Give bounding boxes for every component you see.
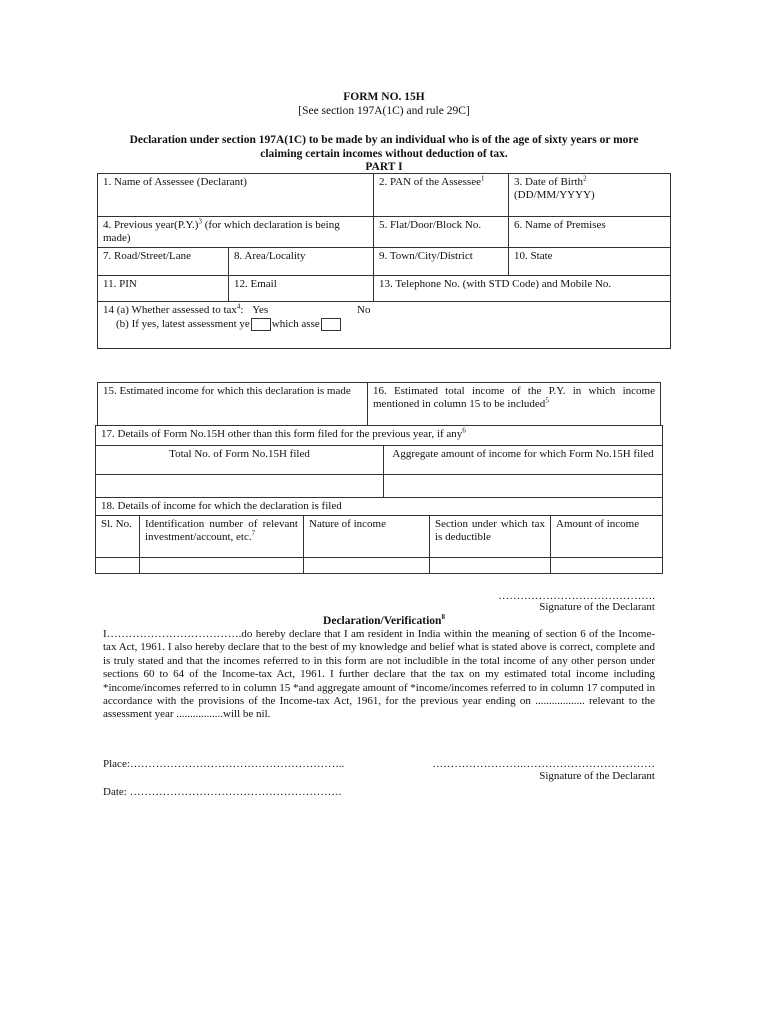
signature-line-2[interactable]: …………………….……………………………… — [432, 758, 655, 770]
signature-label-1: Signature of the Declarant — [539, 601, 655, 613]
part1-table — [97, 173, 671, 349]
verification-heading-text: Declaration/Verification — [323, 615, 442, 627]
input-nature-of-income[interactable] — [304, 558, 430, 574]
field-7-label: 7. Road/Street/Lane — [103, 250, 191, 262]
field-16-label: 16. Estimated total income of the P.Y. in which income mentioned in column 15 to be included — [373, 385, 655, 410]
field-pin[interactable] — [98, 276, 229, 302]
field-date-of-birth[interactable] — [509, 174, 671, 217]
field-flat-door-block[interactable] — [374, 217, 509, 248]
field-road-street-lane[interactable] — [98, 248, 229, 276]
field-previous-year[interactable] — [98, 217, 374, 248]
field-6-label: 6. Name of Premises — [514, 219, 606, 231]
field-17-label: 17. Details of Form No.15H other than this form filed for the previous year, if any — [101, 428, 463, 440]
part-heading: PART I — [365, 161, 403, 173]
field-15-label: 15. Estimated income for which this declaration is made — [103, 385, 351, 397]
verification-paragraph: I……………………………….do hereby declare that I am resident in India within the meaning of section 6 of the Income-tax Act, 1961. I also hereby declare that to the best of my knowledge and belief what is stated above is correct, complete and is truly stated and that the incomes referred to in this form are not includible in the total income of any other person under sections 60 to 64 of the Income-tax Act, 1961. I further declare that the tax on my estimated total income including *income/incomes referred to in column 15 *and aggregate amount of *income/incomes referred to in column 17 computed in accordance with the provisions of the Income-tax Act, 1961, for the previous year ending on .................. relevant to the assessment year .................will be nil. — [103, 628, 655, 721]
col-identification-footnote: 7 — [251, 529, 256, 538]
field-3-label: 3. Date of Birth — [514, 176, 584, 188]
field-4-label: 4. Previous year(P.Y.) — [103, 219, 199, 231]
field-14a-label: 14 (a) Whether assessed to tax — [103, 304, 237, 316]
field-pan[interactable] — [374, 174, 509, 217]
field-name-of-premises[interactable] — [509, 217, 671, 248]
field-18-label: 18. Details of income for which the declaration is filed — [101, 500, 342, 512]
field-9-label: 9. Town/City/District — [379, 250, 473, 262]
assessment-year-box[interactable] — [251, 318, 271, 331]
col-nature-label: Nature of income — [309, 518, 386, 530]
field-18-heading — [96, 498, 663, 516]
field-8-label: 8. Area/Locality — [234, 250, 306, 262]
field-4-footnote: 3 — [198, 217, 202, 226]
field-name-of-assessee[interactable] — [98, 174, 374, 217]
col-sl-no — [96, 516, 140, 558]
declaration-heading-line-1: Declaration under section 197A(1C) to be made by an individual who is of the age of sixty years or more — [129, 134, 639, 146]
part2-table-17 — [95, 425, 663, 498]
field-estimated-income[interactable] — [98, 383, 368, 426]
verification-heading-footnote: 8 — [441, 613, 445, 622]
field-3-footnote: 2 — [583, 174, 587, 183]
form-section-reference: [See section 197A(1C) and rule 29C] — [298, 105, 470, 117]
declaration-heading — [110, 133, 658, 161]
signature-line-1[interactable]: ……………………………………. — [498, 590, 655, 602]
field-11-label: 11. PIN — [103, 278, 137, 290]
col-identification-number — [140, 516, 304, 558]
input-aggregate-amount[interactable] — [384, 475, 663, 498]
signature-label-2: Signature of the Declarant — [539, 770, 655, 782]
input-total-forms-filed[interactable] — [96, 475, 384, 498]
col-total-forms-label: Total No. of Form No.15H filed — [169, 448, 310, 460]
field-area-locality[interactable] — [229, 248, 374, 276]
col-aggregate-amount — [384, 446, 663, 475]
date-field[interactable]: Date: …………………………………………………. — [103, 786, 342, 798]
form-number-title: FORM NO. 15H — [343, 91, 425, 103]
field-12-label: 12. Email — [234, 278, 277, 290]
field-estimated-total-income[interactable] — [368, 383, 661, 426]
col-total-forms-filed — [96, 446, 384, 475]
field-16-footnote: 5 — [545, 396, 549, 405]
field-town-city-district[interactable] — [374, 248, 509, 276]
verification-heading — [0, 615, 768, 627]
col-amount-of-income — [551, 516, 663, 558]
field-14b-label: (b) If yes, latest assessment ye — [116, 318, 250, 331]
field-3-format: (DD/MM/YYYY) — [514, 189, 595, 201]
field-13-label: 13. Telephone No. (with STD Code) and Mobile No. — [379, 278, 612, 290]
field-14b-label-mid: which asse — [271, 318, 320, 331]
col-nature-of-income — [304, 516, 430, 558]
field-14a-colon: : — [240, 304, 244, 316]
part2-table-top — [97, 382, 661, 426]
part2-table-18 — [95, 497, 663, 574]
field-1-label: 1. Name of Assessee (Declarant) — [103, 176, 247, 188]
field-state[interactable] — [509, 248, 671, 276]
field-10-label: 10. State — [514, 250, 553, 262]
input-sl-no[interactable] — [96, 558, 140, 574]
col-amount-label: Amount of income — [556, 518, 640, 530]
input-identification-number[interactable] — [140, 558, 304, 574]
field-5-label: 5. Flat/Door/Block No. — [379, 219, 482, 231]
input-amount-of-income[interactable] — [551, 558, 663, 574]
field-14a-footnote: 4 — [236, 302, 241, 311]
field-2-label: 2. PAN of the Assessee — [379, 176, 481, 188]
col-aggregate-label: Aggregate amount of income for which Form No.15H filed — [392, 448, 654, 460]
col-identification-label: Identification number of relevant investment/account, etc. — [145, 518, 298, 543]
field-4-label-rest: (for which declaration is being made) — [103, 219, 340, 244]
field-17-footnote: 6 — [462, 426, 466, 435]
col-section-deductible — [430, 516, 551, 558]
field-2-footnote: 1 — [480, 174, 485, 183]
option-yes-label[interactable]: Yes — [252, 304, 269, 316]
assessed-year-box[interactable] — [321, 318, 341, 331]
option-no-label[interactable]: No — [357, 304, 371, 316]
place-field[interactable]: Place:………………………………………………….. — [103, 758, 345, 770]
field-telephone-mobile[interactable] — [374, 276, 671, 302]
input-section-deductible[interactable] — [430, 558, 551, 574]
field-assessed-to-tax — [98, 302, 671, 349]
field-email[interactable] — [229, 276, 374, 302]
declaration-heading-line-2: claiming certain incomes without deduction of tax. — [260, 148, 508, 160]
field-17-heading — [96, 426, 663, 446]
col-section-label: Section under which tax is deductible — [435, 518, 545, 543]
col-sl-no-label: Sl. No. — [101, 518, 132, 530]
